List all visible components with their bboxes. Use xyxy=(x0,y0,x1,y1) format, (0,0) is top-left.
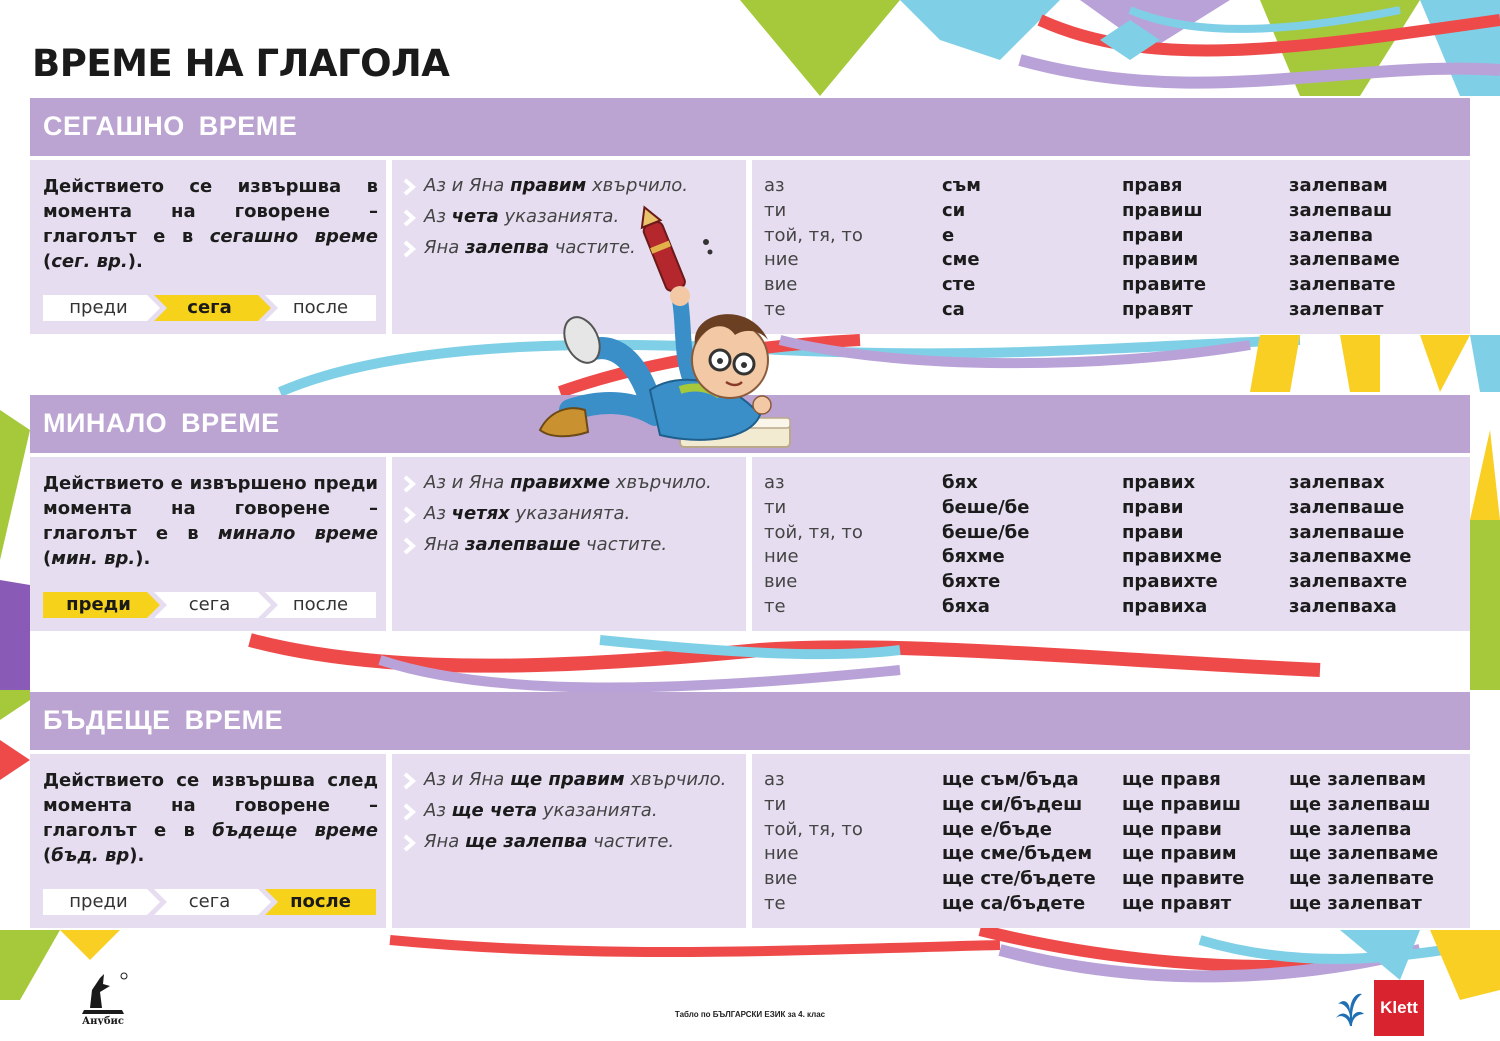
timeline-before: преди xyxy=(43,592,154,618)
pronoun: ти xyxy=(764,793,787,815)
verb-form: ще правят xyxy=(1122,892,1232,914)
verb-form: залепват xyxy=(1289,298,1384,320)
definition-text: Действието се извършва в момента на говорене – глаголът е в сегашно време (сег. вр.). xyxy=(43,176,378,272)
definition-panel xyxy=(30,160,386,334)
verb-form: бяхме xyxy=(942,546,1005,568)
pronoun: аз xyxy=(764,769,785,790)
timeline-now: сега xyxy=(154,295,265,321)
pronoun: аз xyxy=(764,175,785,196)
definition-text: Действието е извършено преди момента на говорене – глаголът е в минало време (мин. вр.). xyxy=(43,473,378,569)
verb-form: ще правя xyxy=(1122,769,1221,790)
verb-form: правих xyxy=(1122,472,1196,493)
verb-form: прави xyxy=(1122,224,1184,246)
example-sentence: Аз чета указанията. xyxy=(402,205,688,236)
verb-form: правихме xyxy=(1122,546,1223,568)
definition-text: Действието се извършва след момента на говорене – глаголът е в бъдеще време (бъд. вр). xyxy=(43,770,378,866)
verb-form: бях xyxy=(942,472,978,493)
verb-form: правите xyxy=(1122,274,1207,296)
verb-column-glue xyxy=(1289,768,1438,917)
pronoun: вие xyxy=(764,868,798,890)
section-header: БЪДЕЩЕ ВРЕМЕ xyxy=(30,692,1470,750)
example-sentence: Аз ще чета указанията. xyxy=(402,799,726,830)
example-sentence: Аз четях указанията. xyxy=(402,502,712,533)
chevron-right-icon xyxy=(402,537,416,555)
definition-panel xyxy=(30,754,386,928)
verb-form: ще правиш xyxy=(1122,793,1241,815)
timeline-before: преди xyxy=(43,889,154,915)
verb-form: правим xyxy=(1122,249,1199,271)
verb-form: залепваш xyxy=(1289,199,1393,221)
timeline-after: после xyxy=(265,889,376,915)
verb-form: бяхте xyxy=(942,571,1001,593)
timeline-after: после xyxy=(265,295,376,321)
chevron-right-icon xyxy=(402,772,416,790)
verb-form: залепвахме xyxy=(1289,546,1412,568)
pronoun: ти xyxy=(764,496,787,518)
verb-form: прави xyxy=(1122,496,1184,518)
section-header: МИНАЛО ВРЕМЕ xyxy=(30,395,1470,453)
verb-column-to-be xyxy=(942,471,1029,620)
verb-form: ще правим xyxy=(1122,843,1237,865)
verb-form: правиш xyxy=(1122,199,1203,221)
examples-panel xyxy=(392,457,746,631)
pronoun: ние xyxy=(764,249,799,271)
chevron-right-icon xyxy=(402,240,416,258)
conjugation-panel xyxy=(752,457,1470,631)
verb-form: ще залепват xyxy=(1289,892,1422,914)
verb-form: беше/бе xyxy=(942,496,1030,518)
verb-form: залепвахте xyxy=(1289,571,1408,593)
footer-caption: Табло по БЪЛГАРСКИ ЕЗИК за 4. клас xyxy=(674,1010,826,1019)
verb-form: си xyxy=(942,199,966,221)
pronoun: те xyxy=(764,892,786,914)
verb-form: ще сме/бъдем xyxy=(942,843,1093,865)
verb-column-to-be xyxy=(942,174,981,323)
verb-column-make xyxy=(1122,471,1222,620)
verb-form: залепваха xyxy=(1289,595,1397,617)
pronoun: те xyxy=(764,595,786,617)
chevron-right-icon xyxy=(402,506,416,524)
pronoun: ти xyxy=(764,199,787,221)
verb-form: залепва xyxy=(1289,224,1373,246)
verb-column-glue xyxy=(1289,471,1412,620)
chevron-right-icon xyxy=(402,834,416,852)
verb-column-make xyxy=(1122,768,1244,917)
klett-leaf-icon xyxy=(1332,988,1368,1028)
verb-form: ще залепвам xyxy=(1289,769,1427,790)
example-sentence: Яна залепва частите. xyxy=(402,236,688,267)
brand-logo-text: Klett xyxy=(1374,980,1424,1036)
future-tense-section xyxy=(30,692,1470,928)
verb-column-to-be xyxy=(942,768,1096,917)
verb-form: залепваме xyxy=(1289,249,1400,271)
verb-form: ще съм/бъда xyxy=(942,769,1079,790)
example-sentence: Яна залепваше частите. xyxy=(402,533,712,564)
verb-form: правят xyxy=(1122,298,1193,320)
chevron-right-icon xyxy=(402,178,416,196)
timeline xyxy=(43,295,376,321)
pronoun: те xyxy=(764,298,786,320)
brand-logo xyxy=(1332,980,1424,1036)
verb-column-make xyxy=(1122,174,1206,323)
example-sentence: Аз и Яна правихме хвърчило. xyxy=(402,471,712,502)
pronoun-column xyxy=(764,768,863,917)
verb-form: ще сте/бъдете xyxy=(942,868,1096,890)
verb-form: залепваше xyxy=(1289,496,1405,518)
example-sentence: Аз и Яна ще правим хвърчило. xyxy=(402,768,726,799)
page-title: ВРЕМЕ НА ГЛАГОЛА xyxy=(32,42,450,85)
timeline-now: сега xyxy=(154,592,265,618)
conjugation-panel xyxy=(752,754,1470,928)
pronoun: ние xyxy=(764,843,799,865)
verb-form: залепвам xyxy=(1289,175,1388,196)
example-sentence: Аз и Яна правим хвърчило. xyxy=(402,174,688,205)
timeline-after: после xyxy=(265,592,376,618)
example-sentence: Яна ще залепва частите. xyxy=(402,830,726,861)
verb-form: сме xyxy=(942,249,980,271)
verb-form: ще прави xyxy=(1122,818,1222,840)
pronoun: той, тя, то xyxy=(764,818,863,840)
timeline-before: преди xyxy=(43,295,154,321)
definition-panel xyxy=(30,457,386,631)
verb-form: ще правите xyxy=(1122,868,1245,890)
verb-form: ще е/бъде xyxy=(942,818,1052,840)
verb-form: е xyxy=(942,224,955,246)
verb-form: прави xyxy=(1122,521,1184,543)
chevron-right-icon xyxy=(402,209,416,227)
verb-form: правиха xyxy=(1122,595,1208,617)
verb-form: залепвате xyxy=(1289,274,1396,296)
boy-with-pen-illustration xyxy=(530,200,810,470)
publisher-logo-text: Анубис xyxy=(81,1016,125,1025)
verb-form: правихте xyxy=(1122,571,1218,593)
verb-form: бяха xyxy=(942,595,990,617)
verb-column-glue xyxy=(1289,174,1400,323)
verb-form: ще залепвате xyxy=(1289,868,1434,890)
verb-form: сте xyxy=(942,274,976,296)
conjugation-panel xyxy=(752,160,1470,334)
pronoun: вие xyxy=(764,571,798,593)
timeline-now: сега xyxy=(154,889,265,915)
chevron-right-icon xyxy=(402,475,416,493)
chevron-right-icon xyxy=(402,803,416,821)
timeline xyxy=(43,592,376,618)
verb-form: залепваше xyxy=(1289,521,1405,543)
verb-form: правя xyxy=(1122,175,1183,196)
section-header: СЕГАШНО ВРЕМЕ xyxy=(30,98,1470,156)
pronoun: вие xyxy=(764,274,798,296)
pronoun-column xyxy=(764,471,863,620)
verb-form: беше/бе xyxy=(942,521,1030,543)
verb-form: ще залепваш xyxy=(1289,793,1431,815)
verb-form: ще залепваме xyxy=(1289,843,1439,865)
pronoun: той, тя, то xyxy=(764,224,863,246)
pronoun: ние xyxy=(764,546,799,568)
verb-form: ще си/бъдеш xyxy=(942,793,1083,815)
verb-form: съм xyxy=(942,175,981,196)
verb-form: са xyxy=(942,298,965,320)
verb-form: залепвах xyxy=(1289,472,1385,493)
pronoun: аз xyxy=(764,472,785,493)
pronoun: той, тя, то xyxy=(764,521,863,543)
examples-panel xyxy=(392,754,746,928)
timeline xyxy=(43,889,376,915)
verb-form: ще са/бъдете xyxy=(942,892,1086,914)
verb-form: ще залепва xyxy=(1289,818,1412,840)
